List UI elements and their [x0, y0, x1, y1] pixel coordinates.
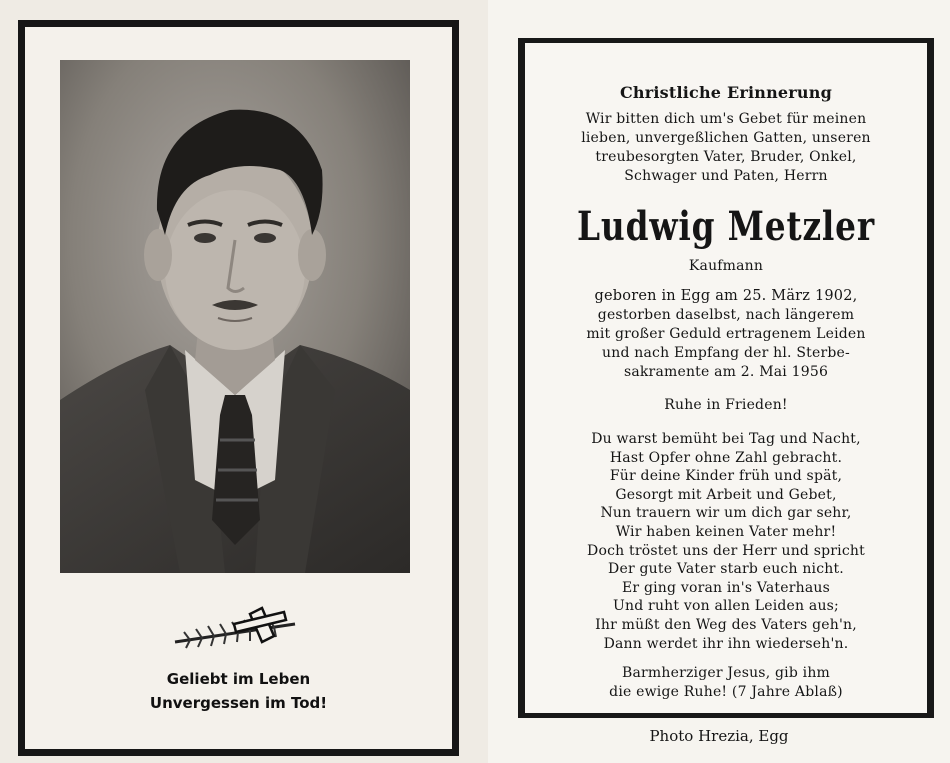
poem-line: Der gute Vater starb euch nicht. — [608, 561, 844, 578]
motto-line-2: Unvergessen im Tod! — [149, 694, 328, 712]
intro-line: Wir bitten dich um's Gebet für meinen — [585, 111, 867, 127]
poem-line: Du warst bemüht bei Tag und Nacht, — [591, 431, 861, 447]
poem-line: Und ruht von allen Leiden aus; — [613, 598, 839, 615]
cross-icon — [170, 604, 310, 654]
right-card-frame — [518, 38, 934, 718]
poem-line: Hast Opfer ohne Zahl gebracht. — [609, 449, 843, 466]
deceased-name: Ludwig Metzler — [577, 203, 875, 250]
prayer-line: die ewige Ruhe! (7 Jahre Ablaß) — [609, 684, 843, 700]
poem-line: Wir haben keinen Vater mehr! — [615, 524, 837, 540]
poem-line: Ihr müßt den Weg des Vaters geh'n, — [595, 617, 857, 633]
right-card — [488, 0, 950, 763]
photo-credit: Photo Hrezia, Egg — [649, 727, 789, 745]
left-card-frame — [18, 20, 459, 756]
motto-line-1: Geliebt im Leben — [166, 670, 311, 688]
intro-line: Schwager und Paten, Herrn — [624, 168, 828, 184]
poem-line: Nun trauern wir um dich gar sehr, — [600, 505, 852, 522]
portrait-photo — [60, 60, 410, 573]
poem-line: Für deine Kinder früh und spät, — [609, 468, 843, 485]
rest-in-peace: Ruhe in Frieden! — [664, 397, 788, 413]
intro-line: treubesorgten Vater, Bruder, Onkel, — [595, 149, 857, 165]
portrait-illustration — [60, 60, 410, 573]
bio-line: geboren in Egg am 25. März 1902, — [594, 288, 858, 304]
poem-line: Er ging voran in's Vaterhaus — [622, 579, 830, 596]
bio-line: gestorben daselbst, nach längerem — [597, 307, 855, 323]
poem-line: Gesorgt mit Arbeit und Gebet, — [615, 486, 837, 503]
prayer-line: Barmherziger Jesus, gib ihm — [621, 665, 831, 681]
profession: Kaufmann — [688, 258, 764, 274]
cross-palm-emblem — [170, 604, 310, 658]
bio-line: mit großer Geduld ertragenem Leiden — [586, 326, 866, 342]
intro-line: lieben, unvergeßlichen Gatten, unseren — [581, 130, 871, 146]
bio-line: sakramente am 2. Mai 1956 — [623, 364, 829, 380]
poem-line: Doch tröstet uns der Herr und spricht — [587, 542, 865, 559]
poem-line: Dann werdet ihr ihn wiederseh'n. — [603, 635, 849, 652]
card-title: Christliche Erinnerung — [620, 83, 832, 102]
bio-line: und nach Empfang der hl. Sterbe- — [602, 345, 850, 361]
